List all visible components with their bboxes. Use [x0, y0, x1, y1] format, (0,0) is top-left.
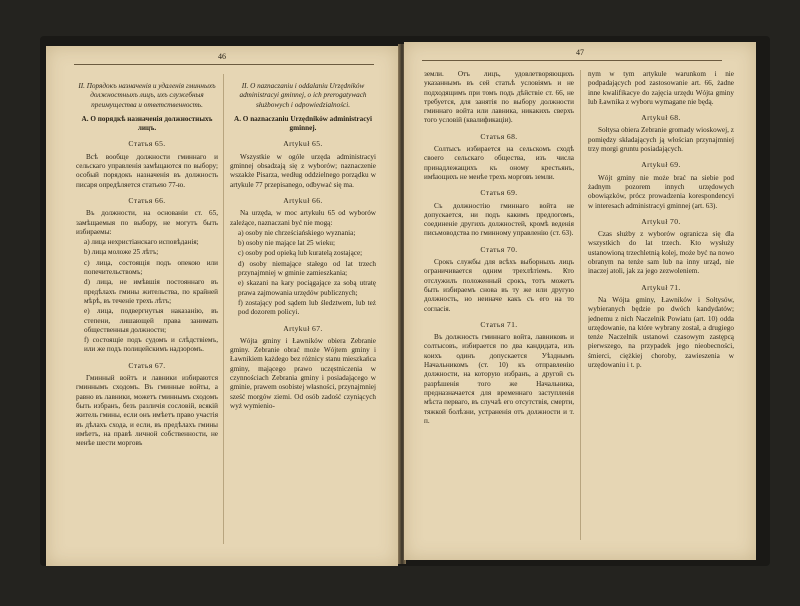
article-heading: Artykuł 68. [641, 113, 681, 123]
article-text: Въ должности, на основаніи ст. 65, замѣщаемыя по выбору, не могутъ быть избираемы: [76, 209, 218, 236]
header-rule [74, 64, 374, 65]
list-item: c) лица, состоящія подъ опекою или попечительствомъ; [84, 258, 218, 277]
article-text: Солтысъ избирается на сельскомъ сходѣ своего сельскаго общества, изъ числа принадлежащихъ къ оному крестьянъ, имѣющихъ не менѣе трехъ морговъ земли. [424, 145, 574, 181]
right-page [404, 42, 756, 560]
article-heading: Статья 68. [480, 131, 518, 141]
article-heading: Статья 70. [480, 244, 518, 254]
polish-column [230, 82, 376, 560]
article-heading: Artykuł 71. [641, 282, 681, 292]
section-heading-ru: А. О порядкѣ назначенія должностныхъ лицъ. [81, 114, 213, 133]
list-item: d) лица, не имѣвшія постояннаго въ предѣлахъ гмины жительства, по крайней мѣрѣ, въ теченіе трехъ лѣтъ; [84, 278, 218, 305]
list-item: f) состоящіе подъ судомъ и слѣдствіемъ, или же подъ полицейскимъ надзоромъ. [84, 336, 218, 354]
article-heading: Artykuł 65. [283, 139, 323, 149]
article-text: Na Wójta gminy, Ławników i Sołtysów, wybieranych będzie po dwóch kandydatów; jednemu z nich Naczelnik Powiatu (art. 10) odda urzędowanie, na które wybrany został, a drugiego tenże Naczelnik ustanowi czasowym zastępcą pierwszego, na przypadek jego nieobecności, śmierci, ciężkiej choroby, zawieszenia w urzędowaniu i t. p. [588, 295, 734, 370]
header-rule [422, 60, 722, 61]
article-text: Sołtysa obiera Zebranie gromady wioskowej, z pomiędzy składających ją włościan przynajmniej trzy morgi gruntu posiadających. [588, 126, 734, 154]
page-number: 46 [218, 52, 226, 61]
chapter-title-pl: II. O naznaczaniu i oddalaniu Urzędników administracyi gminnej, o ich prerogatywach służbowych i odpowiedzialności. [239, 82, 367, 109]
article-text: Срокъ службы для всѣхъ выборныхъ лицъ ограничивается одним трехлѣтіемъ. Кто отслужилъ положенный срокъ, тотъ можетъ быть избираемъ снова въ ту же или другую должность, но неиначе какъ съ его на то согласія. [424, 258, 574, 313]
column-divider [580, 70, 581, 540]
article-heading: Artykuł 69. [641, 160, 681, 170]
russian-column [76, 82, 218, 560]
page-number: 47 [576, 48, 584, 57]
article-heading: Статья 67. [128, 360, 166, 370]
article-heading: Статья 71. [480, 319, 518, 329]
article-heading: Artykuł 70. [641, 216, 681, 226]
article-text: Wszystkie w ogóle urzęda administracyi gminnej obsadzają się z wyborów; naznaczenie wszakże Pisarza, według oddzielnego porządku w artykule 77 przepisanego, odbywać się ma. [230, 152, 376, 189]
polish-column [588, 70, 734, 548]
continued-text: nym w tym artykule warunkom i nie podpadających pod zastosowanie art. 66, żadne inne kwalifikacye do zajęcia urzędu Wójta gminy lub Ławnika z wyboru wymagane nie będą. [588, 70, 734, 106]
list-item: a) osoby nie chrześciańskiego wyznania; [238, 228, 356, 237]
article-text: Въ должность гминнаго войта, лавниковъ и солтысовъ, избирается по два кандидата, изъ коихъ одинъ допускается Уѣзднымъ Начальникомъ (ст. 10) къ отправленію должности, на которую избранъ, а другой съ разрѣшенія того же Начальника, предназначается для временнаго заступленія мѣста перваго, въ случаѣ его отсутствія, смерти, тяжкой болѣзни, устраненія отъ должности и т. п. [424, 333, 574, 425]
article-text: Wójta gminy i Ławników obiera Zebranie gminy. Zebranie obrać może Wójtem gminy i Ławnikiem każdego bez różnicy stanu mieszkańca gminy, mającego prawo uczęstniczenia w czynnościach Zebrania gminy i posiadającego w gminie, prawem osobistej własności, przynajmniej sześć morgów ziemi. Od osób zadość czyniących wyż wymienio- [230, 336, 376, 410]
section-heading-pl: A. O naznaczaniu Urzędników administracyi gminnej. [234, 114, 372, 133]
article-text: Всѣ вообще должности гминнаго и сельскаго управленія замѣщаются по выбору; особый порядокъ назначенія въ должность писаря опредѣляется статьею 77-ю. [76, 152, 218, 189]
list-item: f) zostający pod sądem lub śledztwem, lub też pod dozorem policyi. [238, 298, 376, 317]
list-item: c) osoby pod opieką lub kuratelą zostające; [238, 249, 363, 258]
left-page [46, 46, 398, 566]
article-text: Wójt gminy nie może brać na siebie pod żadnym pozorem innych urzędowych obowiązków, prócz prowadzenia korespondencyi w interesach administracyi gminnej (art. 63). [588, 173, 734, 210]
list-item: b) osoby nie mające lat 25 wieku; [238, 239, 336, 248]
list-item: e) skazani na kary pociągające za sobą utratę prawa zajmowania urzędów publicznych; [238, 279, 376, 297]
article-heading: Статья 66. [128, 195, 166, 205]
article-heading: Статья 69. [480, 188, 518, 198]
article-text: Na urzęda, w moc artykułu 65 od wyborów zależące, naznaczani być nie mogą: [230, 209, 376, 227]
chapter-title-ru: II. Порядокъ назначенія и удаленія гминныхъ должностныхъ лицъ, ихъ служебныя преимущества и ответственность. [78, 82, 216, 109]
article-text: Czas służby z wyborów ograniczа się dla wszystkich do lat trzech. Kto wysłuży ustanowioną trzechletnią kolej, może być na nowo obranym na tenże sam lub na inny urząd, nie inaczej atoli, jak za jego zezwoleniem. [588, 230, 734, 276]
list-item: b) лица моложе 25 лѣтъ; [84, 248, 159, 257]
list-item: а) лица нехристіанскаго исповѣданія; [84, 238, 199, 247]
article-heading: Статья 65. [128, 139, 166, 149]
article-heading: Artykuł 67. [283, 323, 323, 333]
column-divider [223, 74, 224, 544]
list-item: d) osoby niemające stałego od lat trzech przynajmniej w gminie zamieszkania; [238, 259, 376, 278]
continued-text: земли. Отъ лицъ, удовлетворяющихъ указаннымъ въ сей статьѣ условіямъ и не подходящимъ при томъ подъ дѣйствіе ст. 66, не требуется, для занятія по выбору должности гминнаго войта или лавника, никакихъ сверхъ того условій (квалификаціи). [424, 70, 574, 125]
article-heading: Artykuł 66. [283, 195, 323, 205]
article-text: Гминный войтъ и лавники избираются гминнымъ сходомъ. Въ гминные войты, а равно въ лавники, можетъ гминнымъ сходомъ быть избранъ, безъ различія сословій, всякій житель гмины, если онъ имѣетъ право участія въ дѣлахъ схода, и если, въ предѣлахъ гмины имѣетъ, на правѣ личной собственности, не менѣе шести морговъ [76, 374, 218, 448]
article-text: Съ должностію гминнаго войта не допускается, ни подъ какимъ предлогомъ, соединеніе другихъ должностей, кромѣ веденія письмоводства по гминному управленію (ст. 63). [424, 201, 574, 238]
list-item: e) лица, подвергнутыя наказанію, въ степени, лишающей права занимать общественныя должности; [84, 307, 218, 334]
russian-column [424, 70, 574, 548]
